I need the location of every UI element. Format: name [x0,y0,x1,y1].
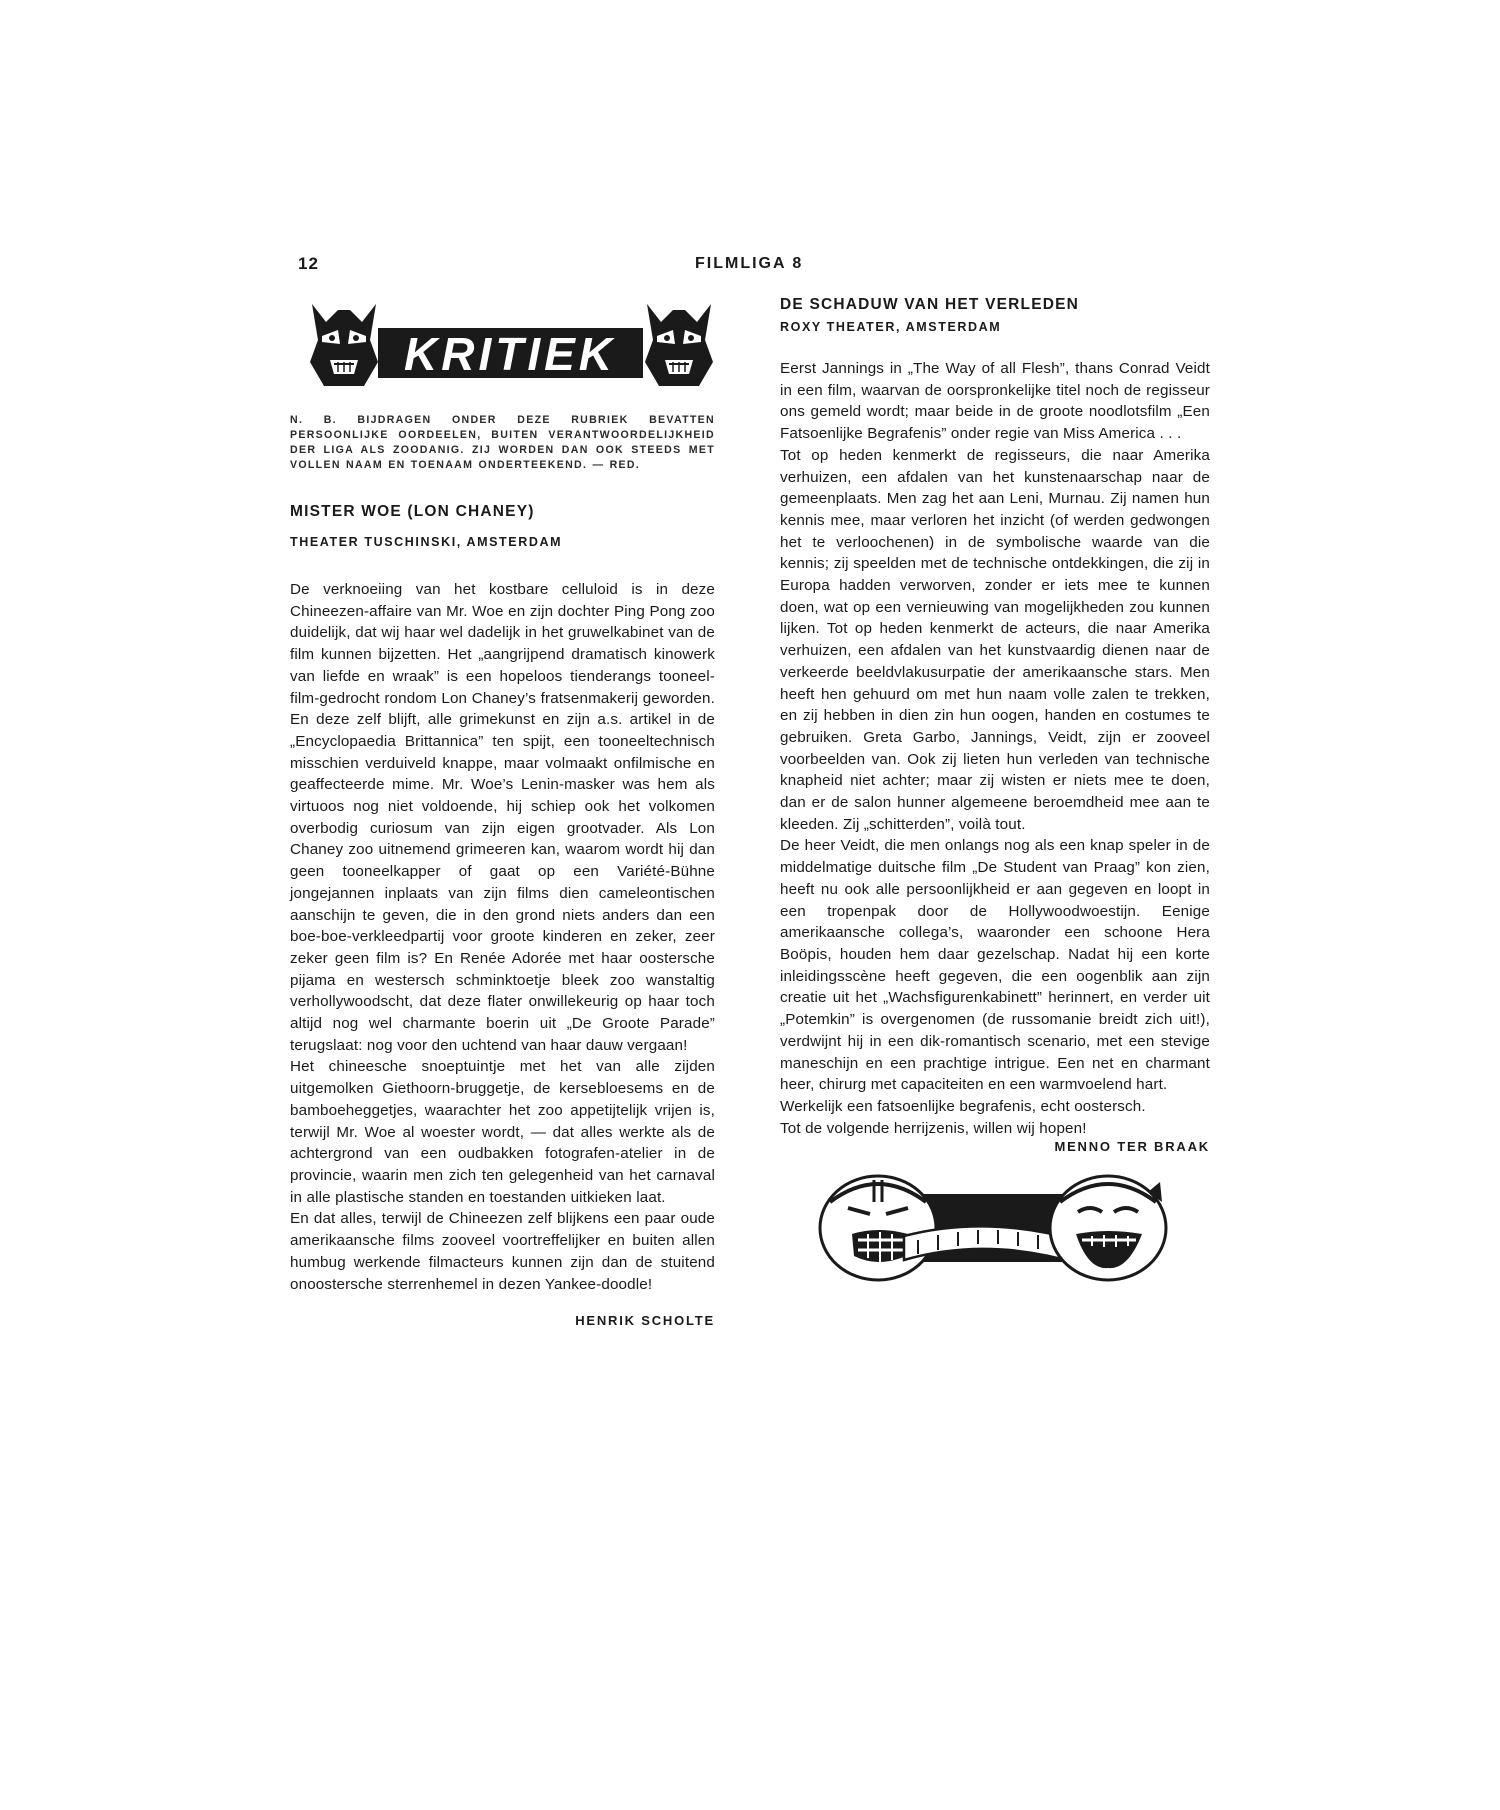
right-column [780,296,1210,1284]
article-title: MISTER WOE (LON CHANEY) [290,503,535,520]
author-signature: MENNO TER BRAAK [1054,1139,1210,1155]
article-venue: THEATER TUSCHINSKI, AMSTERDAM [290,535,563,549]
left-column [290,300,715,1328]
demon-mask-icon [310,304,378,386]
paragraph: Eerst Jannings in „The Way of all Flesh”, thans Conrad Veidt in een film, waarvan de oorspronkelijke titel noch de regisseur ons gemeld wordt; maar beide in de groote noodlotsfilm „Een Fatsoenlijke Begrafenis” onder regie van Miss America . . . [780,360,1210,443]
paragraph: En dat alles, terwijl de Chineezen zelf blijkens een paar oude amerikaansche films zooveel voortreffelijker en buiten allen humbug werkende filmacteurs kunnen zijn dan de stuitend onoostersche sterrenhemel in dezen Yankee-doodle! [290,1210,715,1293]
paragraph: Het chineesche snoeptuintje met het van alle zijden uitgemolken Giethoorn-bruggetje, de kersebloesems en de bamboeheggetjes, waarachter het zoo appetijtelijk vrijen is, terwijl Mr. Woe al woester wordt, — dat alles werkte als de achtergrond van een oudbakken fotografen-atelier in de provincie, waarin men zich ten gelegenheid van het carnaval in alle plastische standen en toestanden uitkieken laat. [290,1058,715,1206]
page-number: 12 [298,254,319,273]
article-title: DE SCHADUW VAN HET VERLEDEN [780,296,1080,313]
editorial-disclaimer: N. B. BIJDRAGEN ONDER DEZE RUBRIEK BEVATTEN PERSOONLIJKE OORDEELEN, BUITEN VERANTWOORDELIJKHEID DER LIGA ALS ZOODANIG. ZIJ WORDEN DAN OOK STEEDS MET VOLLEN NAAM EN TOENAAM ONDERTEEKEND. — RED. [290,414,715,471]
paragraph: De verknoeiing van het kostbare celluloid is in deze Chineezen-affaire van Mr. Woe en zijn dochter Ping Pong zoo duidelijk, dat wij haar wel dadelijk in het gruwelkabinet van de film kunnen bijzetten. Het „aangrijpend dramatisch kinowerk van liefde en wraak” is een hopeloos tienderangs tooneel-film-gedrocht rondom Lon Chaney’s fratsenmakerij geworden. En deze zelf blijft, alle grimekunst en zijn a.s. artikel in de „Encyclopaedia Brittannica” ten spijt, een tooneeltechnisch misschien verduiveld knappe, maar volmaakt onfilmische en geaffecteerde mime. Mr. Woe’s Lenin-masker was hem als virtuoos nog niet voldoende, hij schiep ook het volkomen overbodig curiosum van zijn eigen grootvader. Als Lon Chaney zoo uitnemend grimeeren kan, waarom wordt hij dan geen tooneelkapper of gaat op een Variété-Bühne jongejannen inplaats van zijn films dien cameleontischen aanschijn te geven, die in den grond niets anders dan een boe-boe-verkleedpartij voor groote kinderen en zeker, zeer zeker geen film is? En Renée Adorée met haar oostersche pijama en westersch schminktoetje bleek zoo wanstaltig verhollywoodscht, dat deze flater onwillekeurig op haar toch altijd nog wel charmante boerin uit „De Groote Parade” terugslaat: nog voor den uchtend van haar dauw vergaan! [290,581,715,1054]
paragraph: Werkelijk een fatsoenlijke begrafenis, echt oostersch. [780,1097,1146,1115]
tug-of-war-cartoon [808,1172,1180,1284]
article-body [290,579,715,1295]
paragraph: Tot op heden kenmerkt de regisseurs, die naar Amerika verhuizen, een afdalen van het kunstenaarschap naar de gemeenplaats. Men zag het aan Leni, Murnau. Zij namen hun kennis mee, maar verloren het inzicht (of werden gedwongen het te verloochenen) in de symbolische waarde van die kennis; zij speelden met de technische ontdekkingen, die zij in Europa hadden verworven, zonder er iets mee te kunnen doen, wat op een vernieuwing van mogelijkheden zou kunnen lijken. Tot op heden kenmerkt de acteurs, die naar Amerika verhuizen, een afdalen van het kunstvaardig dienen naar de verkeerde beeldvlakusurpatie der amerikaansche stars. Men heeft hen gehuurd om met hun naam volle zalen te trekken, en zij hebben in dien zin hun oogen, handen en costumes te gebruiken. Greta Garbo, Jannings, Veidt, zijn er zooveel voorbeelden van. Ook zij lieten hun verleden van technische knapheid niet achter; maar zij wisten er niets mee te doen, dan er de salon hunner algemeene beroemdheid mee aan te kleeden. Zij „schitterden”, voilà tout. [780,446,1210,833]
kritiek-wordmark: KRITIEK [404,328,616,380]
kritiek-banner [308,300,713,395]
grinning-face-icon [1050,1176,1166,1280]
author-signature: HENRIK SCHOLTE [575,1313,715,1329]
paragraph: Tot de volgende herrijzenis, willen wij hopen! [780,1119,1087,1137]
demon-mask-icon [645,304,713,386]
running-head: FILMLIGA 8 [695,255,804,272]
article-venue: ROXY THEATER, AMSTERDAM [780,320,1002,334]
article-body [780,358,1210,1139]
grimacing-face-icon [820,1176,936,1280]
paragraph: De heer Veidt, die men onlangs nog als een knap speler in de middelmatige duitsche film „De Student van Praag” kon zien, heeft nu ook alle persoonlijkheid er aan gegeven en loopt in een tropenpak door de Hollywoodwoestijn. Eenige amerikaansche collega’s, waaronder een schoone Hera Boöpis, houden hem daar gezelschap. Nadat hij een korte inleidingsscène heeft gegeven, die een oogenblik aan zijn creatie uit het „Wachsfigurenkabinett” herinnert, en verder uit „Potemkin” is overgenomen (de russomanie breidt zich uit!), verdwijnt hij in een dik-romantisch scenario, met een stevige maneschijn en een prachtige intrigue. Een net en charmant heer, chirurg met capaciteiten en een warmvoelend hart. [780,837,1210,1094]
